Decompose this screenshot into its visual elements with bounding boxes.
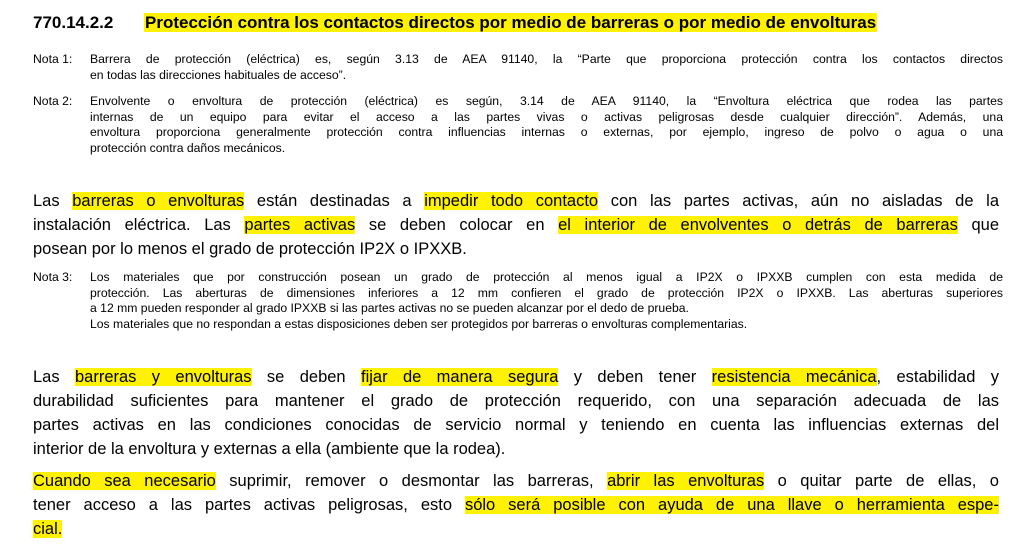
- note-3: [33, 270, 1003, 332]
- highlighted-text: Cuando sea necesario: [33, 472, 216, 490]
- section-heading: [33, 12, 1003, 34]
- text-run: están destinadas a: [244, 192, 425, 210]
- text-run: suprimir, remover o desmontar las barreras,: [215, 472, 608, 490]
- text-run: y deben tener: [558, 368, 712, 386]
- note-label: Nota 2:: [33, 94, 73, 108]
- paragraph-1: [33, 189, 999, 261]
- note-line: envoltura proporciona generalmente protección contra influencias internas o externas, por ejemplo, ingreso de polvo o agua o una: [90, 125, 1003, 140]
- highlighted-text: impedir todo contacto: [424, 192, 599, 210]
- highlighted-text: sólo será posible con ayuda de una llave o herramienta espe-: [464, 496, 999, 514]
- text-run: partes activas en las condiciones conocidas de servicio normal y teniendo en cuenta las influencias externas del: [33, 416, 999, 434]
- highlighted-text: partes activas: [244, 216, 356, 234]
- text-run: , estabilidad y: [876, 368, 999, 386]
- note-line: Los materiales que por construcción posean un grado de protección al menos igual a IP2X o IPXXB cumplen con esta medida de: [90, 270, 1003, 284]
- text-run: instalación eléctrica. Las: [33, 216, 245, 234]
- paragraph-line: [33, 189, 999, 213]
- text-run: tener acceso a las partes activas peligrosas, esto: [33, 496, 465, 514]
- note-line: a 12 mm pueden responder al grado IPXXB si las partes activas no se pueden alcanzar por el dedo de prueba.: [90, 301, 689, 316]
- paragraph-line: [33, 365, 999, 389]
- section-number: 770.14.2.2: [33, 13, 114, 32]
- paragraph-line: [33, 413, 999, 437]
- paragraph-line: [33, 517, 999, 541]
- text-run: con las partes activas, aún no aisladas de la: [598, 192, 1000, 210]
- paragraph-line: [33, 237, 999, 261]
- highlighted-text: barreras y envolturas: [74, 368, 252, 386]
- highlighted-text: el interior de envolventes o detrás de barreras: [558, 216, 958, 234]
- highlighted-text: abrir las envolturas: [607, 472, 765, 490]
- paragraph-line: [33, 213, 999, 237]
- note-line: Envolvente o envoltura de protección (eléctrica) es según, 3.14 de AEA 91140, la “Envoltura eléctrica que rodea las partes: [90, 94, 1003, 108]
- note-line: en todas las direcciones habituales de acceso”.: [90, 67, 347, 82]
- note-line: protección. Las aberturas de dimensiones inferiores a 12 mm confieren el grado de protección IP2X o IPXXB. Las aberturas superiores: [90, 285, 1003, 300]
- section-title: Protección contra los contactos directos por medio de barreras o por medio de envolturas: [145, 13, 877, 32]
- note-line: Los materiales que no respondan a estas disposiciones deben ser protegidos por barreras o envolturas complementarias.: [90, 316, 748, 331]
- note-line: protección contra daños mecánicos.: [90, 140, 286, 155]
- note-2: [33, 94, 1003, 156]
- highlighted-text: barreras o envolturas: [72, 192, 245, 210]
- highlighted-text: cial.: [33, 520, 63, 538]
- text-run: durabilidad suficientes para mantener el grado de protección requerido, con una separación adecuada de las: [33, 392, 999, 410]
- text-run: interior de la envoltura y externas a ella (ambiente que la rodea).: [33, 440, 506, 458]
- paragraph-line: [33, 493, 999, 517]
- text-run: Las: [33, 368, 75, 386]
- note-line: Barrera de protección (eléctrica) es, según 3.13 de AEA 91140, la “Parte que proporciona protección contra los contactos directos: [90, 52, 1003, 66]
- note-1: [33, 52, 1003, 83]
- text-run: o quitar parte de ellas, o: [764, 472, 999, 490]
- text-run: se deben: [251, 368, 361, 386]
- text-run: posean por lo menos el grado de protección IP2X o IPXXB.: [33, 240, 467, 258]
- paragraph-2: [33, 365, 999, 461]
- note-line: internas de un equipo para evitar el acceso a las partes vivas o activas peligrosas desde cualquier dirección”. Además, una: [90, 109, 1003, 124]
- paragraph-line: [33, 469, 999, 493]
- note-label: Nota 3:: [33, 270, 73, 284]
- paragraph-line: [33, 437, 999, 461]
- text-run: se deben colocar en: [355, 216, 559, 234]
- highlighted-text: resistencia mecánica: [711, 368, 877, 386]
- paragraph-line: [33, 389, 999, 413]
- text-run: Las: [33, 192, 73, 210]
- paragraph-3: [33, 469, 999, 541]
- highlighted-text: fijar de manera segura: [360, 368, 559, 386]
- note-label: Nota 1:: [33, 52, 73, 66]
- text-run: que: [957, 216, 999, 234]
